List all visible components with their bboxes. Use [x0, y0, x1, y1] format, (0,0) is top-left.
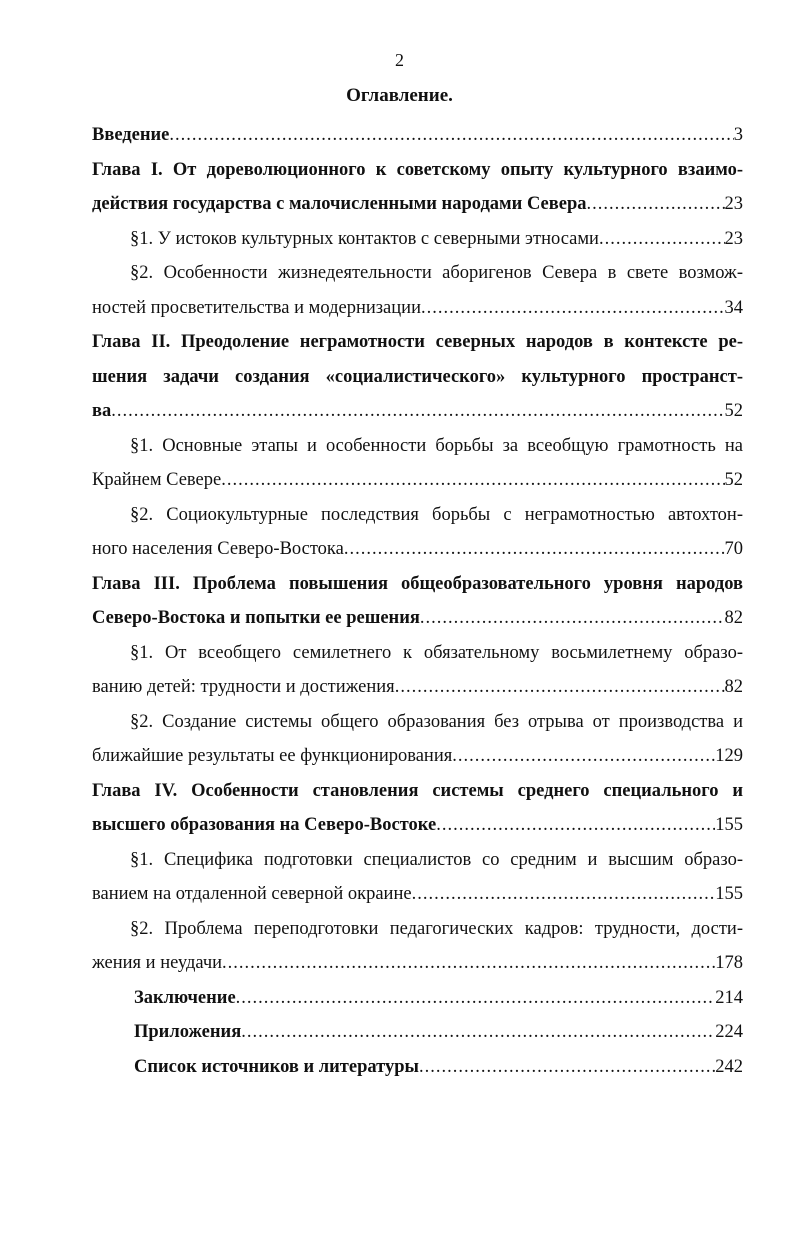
leader-dots	[421, 291, 725, 326]
toc-page-number: 242	[715, 1056, 743, 1077]
leader-dots	[169, 118, 733, 153]
toc-entry-text: Глава III. Проблема повышения общеобразовательного уровня народов	[92, 573, 743, 594]
toc-entry-label: Приложения	[134, 1022, 242, 1042]
toc-entry-label: ва	[92, 401, 112, 421]
toc-entry-ch2-sec1[interactable]	[92, 429, 743, 498]
toc-entry-text: §1. Специфика подготовки специалистов со средним и высшим образо-	[130, 849, 743, 870]
toc-page-number: 129	[715, 746, 743, 766]
toc-entry-chapter-4[interactable]	[92, 774, 743, 843]
toc-entry-label: Введение	[92, 125, 170, 145]
toc-entry-chapter-3[interactable]	[92, 567, 743, 636]
toc-page-number: 82	[724, 608, 743, 628]
toc-page-number: 70	[724, 539, 743, 559]
toc-entry-label: ванием на отдаленной северной окраине	[92, 884, 412, 904]
toc-page-number: 214	[715, 987, 743, 1008]
leader-dots	[412, 877, 716, 912]
toc-page-number: 23	[724, 194, 743, 214]
toc-page-number: 52	[724, 401, 743, 421]
toc-entry-label: Список источников и литературы	[134, 1056, 419, 1077]
toc-page-number: 23	[724, 228, 743, 249]
toc-page-number: 34	[724, 297, 743, 318]
toc-page-number: 82	[724, 677, 743, 697]
toc-entry-label: ванию детей: трудности и достижения	[92, 677, 395, 697]
toc-entry-ch1-sec2[interactable]	[92, 256, 743, 325]
leader-dots	[436, 808, 715, 843]
toc-page-number: 224	[715, 1022, 743, 1042]
toc-page-number: 3	[733, 125, 743, 145]
toc-entry-label: действия государства с малочисленными народами Севера	[92, 194, 587, 214]
toc-entry-label: Северо-Востока и попытки ее решения	[92, 608, 420, 628]
leader-dots	[221, 463, 724, 498]
toc-entry-text: Глава II. Преодоление неграмотности северных народов в контексте ре- шения задачи создания «социалистического» культурного пространст-	[92, 332, 743, 387]
toc-entry-label: ного населения Северо-Востока	[92, 539, 344, 559]
toc-entry-chapter-1[interactable]	[92, 153, 743, 222]
toc-entry-label: ностей просветительства и модернизации	[92, 297, 421, 318]
toc-entry-label: ближайшие результаты ее функционирования	[92, 746, 453, 766]
leader-dots	[344, 532, 725, 567]
toc-entry-ch3-sec2[interactable]	[92, 705, 743, 774]
toc-entry-text: §1. От всеобщего семилетнего к обязательному восьмилетнему образо-	[130, 642, 743, 663]
toc-entry-chapter-2[interactable]	[92, 325, 743, 429]
leader-dots	[599, 222, 725, 257]
toc-entry-text: Глава I. От дореволюционного к советскому опыту культурного взаимо-	[92, 159, 743, 180]
leader-dots	[420, 601, 725, 636]
toc-entry-ch4-sec1[interactable]	[92, 843, 743, 912]
toc-page-number: 178	[715, 953, 743, 973]
toc-entry-ch4-sec2[interactable]	[92, 912, 743, 981]
toc-entry-appendices[interactable]	[92, 1015, 743, 1050]
toc-entry-introduction[interactable]	[92, 118, 743, 153]
toc-entry-label: Заключение	[134, 987, 236, 1008]
toc-page-number: 52	[724, 470, 743, 490]
toc-entry-text: §2. Создание системы общего образования без отрыва от производства и	[130, 711, 743, 732]
toc-entry-conclusion[interactable]	[92, 981, 743, 1016]
leader-dots	[111, 394, 724, 429]
leader-dots	[395, 670, 725, 705]
leader-dots	[586, 187, 724, 222]
toc-entry-bibliography[interactable]	[92, 1050, 743, 1085]
leader-dots	[419, 1050, 715, 1085]
leader-dots	[236, 981, 716, 1016]
leader-dots	[452, 739, 715, 774]
toc-entry-text: Глава IV. Особенности становления системы среднего специального и	[92, 780, 743, 801]
toc-entry-label: жения и неудачи	[92, 953, 223, 973]
page-title: Оглавление.	[346, 85, 453, 106]
toc-entry-label: §1. У истоков культурных контактов с северными этносами	[130, 228, 599, 249]
toc-entry-text: §2. Особенности жизнедеятельности аборигенов Севера в свете возмож-	[130, 263, 743, 283]
toc-entry-text: §2. Социокультурные последствия борьбы с неграмотностью автохтон-	[130, 504, 743, 525]
toc-entry-text: §2. Проблема переподготовки педагогических кадров: трудности, дости-	[130, 918, 743, 939]
page-number: 2	[395, 50, 404, 70]
toc-entry-label: Крайнем Севере	[92, 470, 222, 490]
leader-dots	[222, 946, 715, 981]
toc-entry-ch2-sec2[interactable]	[92, 498, 743, 567]
leader-dots	[241, 1015, 715, 1050]
toc-entry-label: высшего образования на Северо-Востоке	[92, 815, 437, 835]
toc-page-number: 155	[715, 884, 743, 904]
table-of-contents	[92, 118, 743, 1084]
toc-entry-ch3-sec1[interactable]	[92, 636, 743, 705]
toc-entry-ch1-sec1[interactable]	[92, 222, 743, 257]
toc-entry-text: §1. Основные этапы и особенности борьбы за всеобщую грамотность на	[130, 435, 743, 456]
toc-page-number: 155	[715, 815, 743, 835]
